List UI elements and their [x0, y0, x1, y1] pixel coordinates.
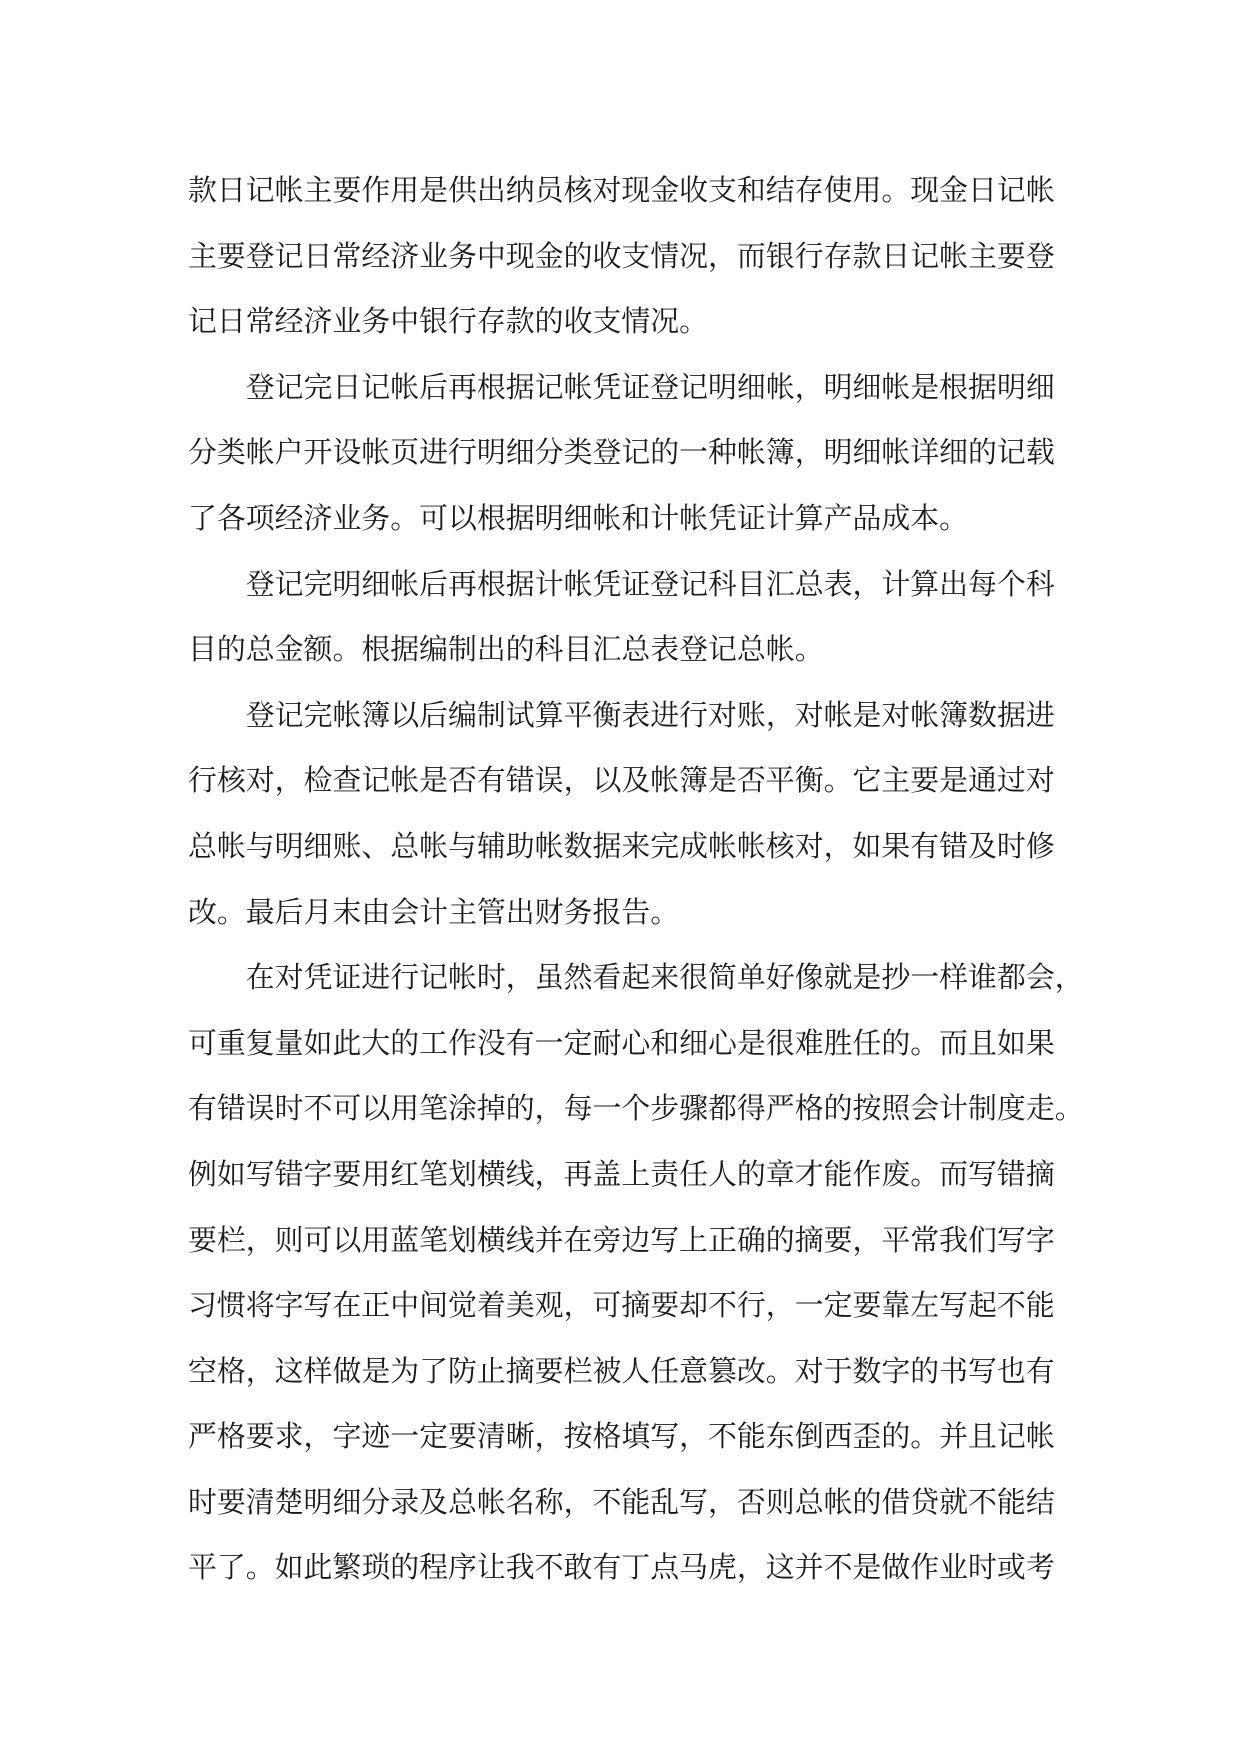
text-line: 例如写错字要用红笔划横线，再盖上责任人的章才能作废。而写错摘	[188, 1156, 1055, 1191]
text-line: 了各项经济业务。可以根据明细帐和计帐凭证计算产品成本。	[188, 500, 969, 535]
text-line: 习惯将字写在正中间觉着美观，可摘要却不行，一定要靠左写起不能	[188, 1288, 1055, 1323]
paragraph-5	[188, 945, 1084, 1601]
text-line: 要栏，则可以用蓝笔划横线并在旁边写上正确的摘要，平常我们写字	[188, 1222, 1055, 1257]
text-line: 在对凭证进行记帐时，虽然看起来很简单好像就是抄一样谁都会，	[245, 960, 1084, 995]
text-line: 登记完帐簿以后编制试算平衡表进行对账，对帐是对帐簿数据进	[245, 697, 1055, 732]
text-line: 登记完明细帐后再根据计帐凭证登记科目汇总表，计算出每个科	[245, 566, 1055, 601]
text-line: 平了。如此繁琐的程序让我不敢有丁点马虎，这并不是做作业时或考	[188, 1550, 1055, 1585]
text-line: 严格要求，字迹一定要清晰，按格填写，不能东倒西歪的。并且记帐	[188, 1419, 1055, 1454]
document-body	[188, 158, 1084, 1601]
text-line: 登记完日记帐后再根据记帐凭证登记明细帐，明细帐是根据明细	[245, 369, 1055, 404]
paragraph-4	[188, 683, 1056, 945]
text-line: 目的总金额。根据编制出的科目汇总表登记总帐。	[188, 632, 824, 667]
text-line: 行核对，检查记帐是否有错误，以及帐簿是否平衡。它主要是通过对	[188, 763, 1055, 798]
text-line: 记日常经济业务中银行存款的收支情况。	[188, 304, 709, 339]
text-line: 有错误时不可以用笔涂掉的，每一个步骤都得严格的按照会计制度走。	[188, 1091, 1084, 1126]
text-line: 可重复量如此大的工作没有一定耐心和细心是很难胜任的。而且如果	[188, 1025, 1055, 1060]
text-line: 分类帐户开设帐页进行明细分类登记的一种帐簿，明细帐详细的记载	[188, 435, 1055, 470]
paragraph-1	[188, 158, 1056, 355]
text-line: 空格，这样做是为了防止摘要栏被人任意篡改。对于数字的书写也有	[188, 1353, 1055, 1388]
paragraph-2	[188, 355, 1056, 552]
text-line: 改。最后月末由会计主管出财务报告。	[188, 894, 680, 929]
text-line: 时要清楚明细分录及总帐名称，不能乱写，否则总帐的借贷就不能结	[188, 1484, 1055, 1519]
text-line: 主要登记日常经济业务中现金的收支情况，而银行存款日记帐主要登	[188, 238, 1055, 273]
paragraph-3	[188, 552, 1056, 683]
text-line: 总帐与明细账、总帐与辅助帐数据来完成帐帐核对，如果有错及时修	[188, 828, 1055, 863]
text-line: 款日记帐主要作用是供出纳员核对现金收支和结存使用。现金日记帐	[188, 173, 1055, 207]
